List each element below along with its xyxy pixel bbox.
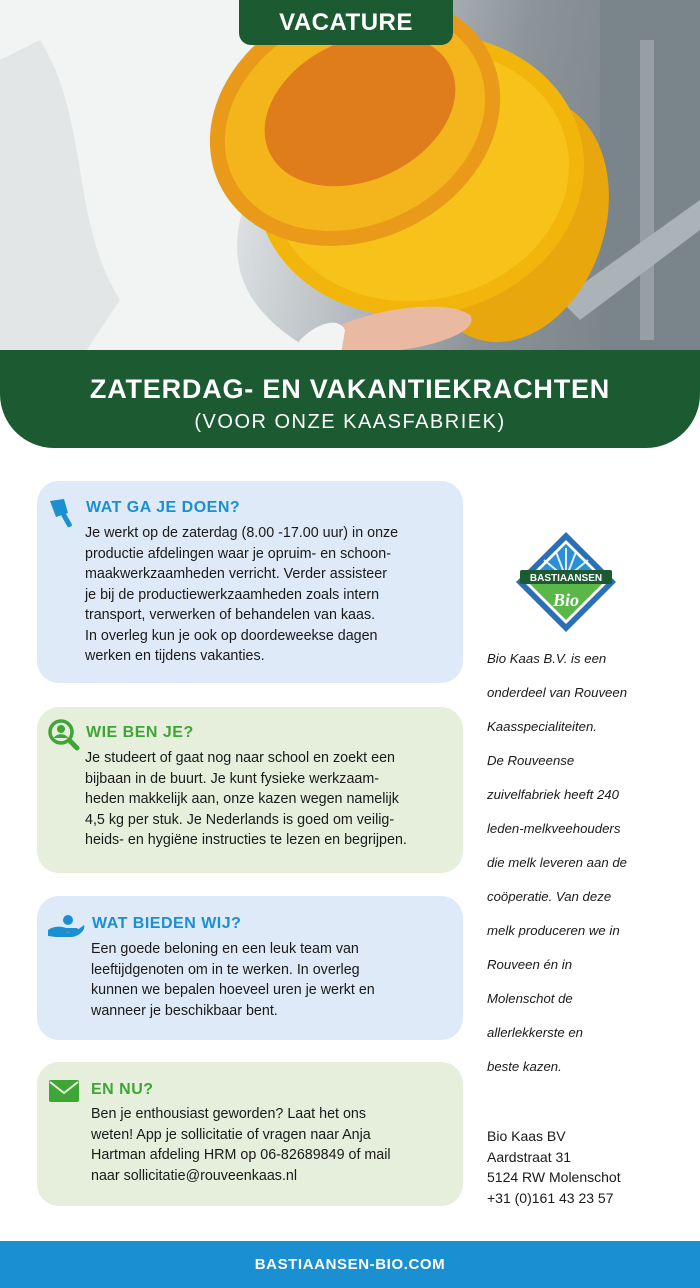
- card-title: WAT BIEDEN WIJ?: [92, 915, 242, 932]
- logo-name: BASTIAANSEN: [529, 573, 603, 584]
- card-body: Een goede beloning en een leuk team van leeftijdgenoten om in te werken. In overleg kunnen we bepalen hoeveel uren je werkt en wanneer je beschikbaar bent.: [91, 941, 375, 1019]
- card-en-nu: [37, 1062, 463, 1206]
- card-title: WAT GA JE DOEN?: [86, 499, 241, 516]
- card-body: Ben je enthousiast geworden? Laat het ons weten! App je sollicitatie of vragen naar Anja Hartman afdeling HRM op 06-82689849 of mail naar sollicitatie@rouveenkaas.nl: [91, 1106, 391, 1184]
- card-body: Je studeert of gaat nog naar school en zoekt een bijbaan in de buurt. Je kunt fysieke werkzaam- heden makkelijk aan, onze kazen wegen namelijk 4,5 kg per stuk. Je Nederlands is goed om veilig- heids- en hygiëne instructies te lezen en begrijpen.: [85, 750, 407, 848]
- person-search-icon: [46, 717, 82, 753]
- hand-offer-icon: [46, 912, 86, 938]
- cheese-scoop-icon: [47, 497, 81, 531]
- vacature-tab: VACATURE: [239, 0, 453, 45]
- bastiaansen-bio-logo: [514, 530, 618, 634]
- logo-sub: Bio: [552, 590, 580, 610]
- hero-photo: [0, 0, 700, 360]
- card-body: Je werkt op de zaterdag (8.00 -17.00 uur) in onze productie afdelingen waar je opruim- en schoon- maakwerkzaamheden verricht. Verder assisteer je bij de productiewerkzaamheden zoals intern transport, verwerken of behandelen van kaas. In overleg kun je ook op doordeweekse dagen werken en tijdens vakanties.: [85, 525, 399, 664]
- card-wie-ben-je: [37, 707, 463, 873]
- page-title: ZATERDAG- EN VAKANTIEKRACHTEN: [89, 374, 611, 404]
- card-title: WIE BEN JE?: [86, 724, 194, 741]
- company-address: Bio Kaas BV Aardstraat 31 5124 RW Molenschot +31 (0)161 43 23 57: [487, 1128, 621, 1206]
- page-subtitle: (VOOR ONZE KAASFABRIEK): [194, 411, 506, 433]
- card-wat-bieden-wij: [37, 896, 463, 1040]
- footer-website-link[interactable]: BASTIAANSEN-BIO.COM: [0, 1241, 700, 1288]
- card-wat-ga-je-doen: [37, 481, 463, 683]
- envelope-icon: [49, 1080, 79, 1102]
- company-about: Bio Kaas B.V. is een onderdeel van Rouveen Kaasspecialiteiten. De Rouveense zuivelfabriek heeft 240 leden-melkveehouders die melk leveren aan de coöperatie. Van deze melk produceren we in Rouveen én in Molenschot de allerlekkerste en beste kazen.: [487, 651, 628, 1074]
- card-title: EN NU?: [91, 1081, 154, 1098]
